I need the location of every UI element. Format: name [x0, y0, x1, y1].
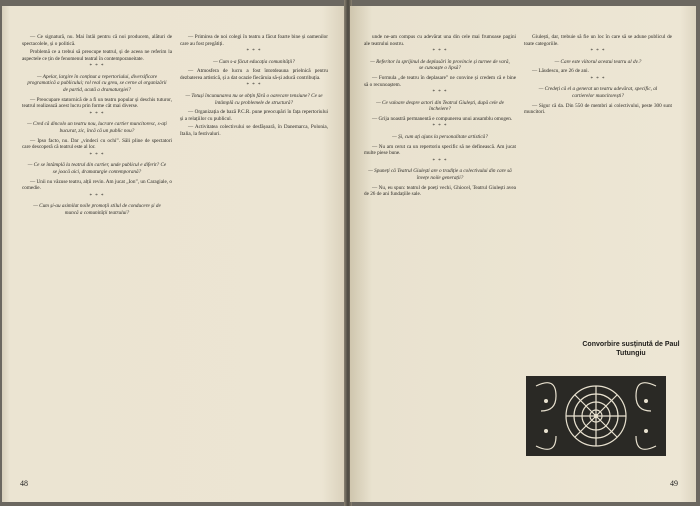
- interview-question: — Apelar, largire în conținut a repertoriului, diversificare programatică a publicului; rol real cu greu, se cerne al organizării de partid, acută a dramaturgiei?: [27, 73, 167, 93]
- interview-paragraph: — Unii nu văzuse teatru, alții revin. Am jucat „Ion”, un Caragiale, o comedie.: [22, 178, 172, 192]
- interview-paragraph: — Ipso facto, nu. Dar „vindeci cu ochi”. Săli pline de spectatori care descoperă că teatrul este al lor.: [22, 137, 172, 151]
- interview-question: — Ce valoare despre actori din Teatrul Giulești, după cele de încheiere?: [376, 99, 504, 113]
- interview-paragraph: — Sigur că da. Din 550 de membri ai colectivului, peste 300 sunt muncitori.: [524, 102, 672, 116]
- section-separator: * * *: [89, 111, 105, 117]
- left-page-column-2: [180, 34, 328, 139]
- page-number-left: 48: [20, 479, 28, 488]
- right-page-column-1: [364, 34, 516, 200]
- interview-paragraph: — Nu am cerut ca un repertoriu specific să ne definească. Am jucat multe piese bune.: [364, 143, 516, 157]
- left-page: [2, 6, 346, 502]
- interview-paragraph: — Organizația de bază P.C.R. pune preocupări în fața repertoriului și a relațiilor cu publicul.: [180, 109, 328, 123]
- interview-paragraph: — Primirea de noi colegi în teatru a făcut foarte bine și oamenilor care au fost pregătiți.: [180, 34, 328, 47]
- section-separator: * * *: [89, 152, 105, 158]
- interview-question: — Cum și-au asimilat noile promoții stilul de conducere și de muncă a comunității teatrului?: [33, 203, 161, 216]
- interview-paragraph: Problemă ce a trebui să preocupe teatrul, și de aceea ne referim la aspectele ce țin de fenomenul teatral în contemporaneitate.: [22, 48, 172, 62]
- left-page-column-1: [22, 34, 172, 220]
- section-separator: * * *: [89, 193, 105, 199]
- interview-credit: Convorbire susținută de Paul Tutungiu: [582, 341, 680, 357]
- interview-question: — Cum s-a făcut educația comunității?: [213, 58, 295, 65]
- right-page-column-2: [524, 34, 672, 334]
- section-separator: * * *: [432, 124, 448, 130]
- interview-paragraph: — Activitatea colectivului se desfășoară, în Danemarca, Polonia, Italia, la festivaluri.: [180, 124, 328, 137]
- section-separator: * * *: [89, 63, 105, 69]
- interview-question: — Și, cum ați ajuns la personalitate artistică?: [392, 133, 488, 140]
- interview-paragraph: unde ne-am compus cu adevărat una din cele mai frumoase pagini ale teatrului nostru.: [364, 34, 516, 47]
- interview-paragraph: — Nu, eu spun: teatrul de poeți vechi, Ghiocel, Teatrul Giulești avea de 26 de ani fundațiile sale.: [364, 184, 516, 198]
- interview-paragraph: — Formula „de teatru în deplasare” ne convine și credem că e bine să o recunoaștem.: [364, 75, 516, 88]
- interview-question: — Referitor la sprijinul de deplasări în provincie și turnee de vară, se cunoaște o lipsă?: [370, 58, 510, 72]
- section-separator: * * *: [590, 48, 606, 54]
- section-separator: * * *: [246, 83, 262, 89]
- section-separator: * * *: [432, 48, 448, 54]
- interview-paragraph: — Ce signatură, nu. Mai întâi pentru că noi producem, alături de spectacolele, și o politică.: [22, 34, 172, 47]
- interview-paragraph: Giulești, dar, trebuie să fie un loc în care să se adune publicul de toate categoriile.: [524, 34, 672, 47]
- interview-paragraph: — Lăudescu, are 26 de ani.: [532, 68, 589, 75]
- interview-question: — Ce se întâmplă la teatrul din cartier, unde publicul e diferit? Ce se joacă aici, dramaturgie contemporană?: [27, 162, 167, 175]
- page-number-right: 49: [670, 479, 678, 488]
- interview-paragraph: — Preocupare statornică de a fi un teatru popular și deschis tuturor, teatrul realizează acest lucru prin forme cât mai diverse.: [22, 96, 172, 110]
- section-separator: * * *: [590, 76, 606, 82]
- right-page: [350, 6, 696, 502]
- decorative-ornament-icon: [526, 376, 666, 456]
- interview-paragraph: — Grija noastră permanentă e compunerea unui ansamblu omogen.: [372, 116, 513, 123]
- section-separator: * * *: [246, 48, 262, 54]
- interview-paragraph: — Atmosfera de lucru a fost întotdeauna prielnică pentru dezbaterea artistică, și a dat ocazie fiecăruia să-și aducă contribuția.: [180, 68, 328, 82]
- interview-question: — Spuneți că Teatrul Giulești are o tradiție a colectivului din care să învețe noile generații?: [368, 168, 512, 181]
- interview-question: — Totuși încununarea nu se obțin fără o oarecare tensiune? Ce se întâmplă cu problemele de structură?: [185, 92, 323, 106]
- section-separator: * * *: [432, 158, 448, 164]
- interview-question: — Care este viitorul acestui teatru al dv.?: [554, 58, 642, 65]
- interview-question: — Cred că dincolo un teatru nou, lucrare cartier muncitoresc, s-ați bucurat, zic, încă că un public nou?: [27, 121, 167, 134]
- interview-question: — Credeți că el a generat un teatru adevărat, specific, al cartierelor muncitorești?: [538, 86, 658, 99]
- section-separator: * * *: [432, 89, 448, 95]
